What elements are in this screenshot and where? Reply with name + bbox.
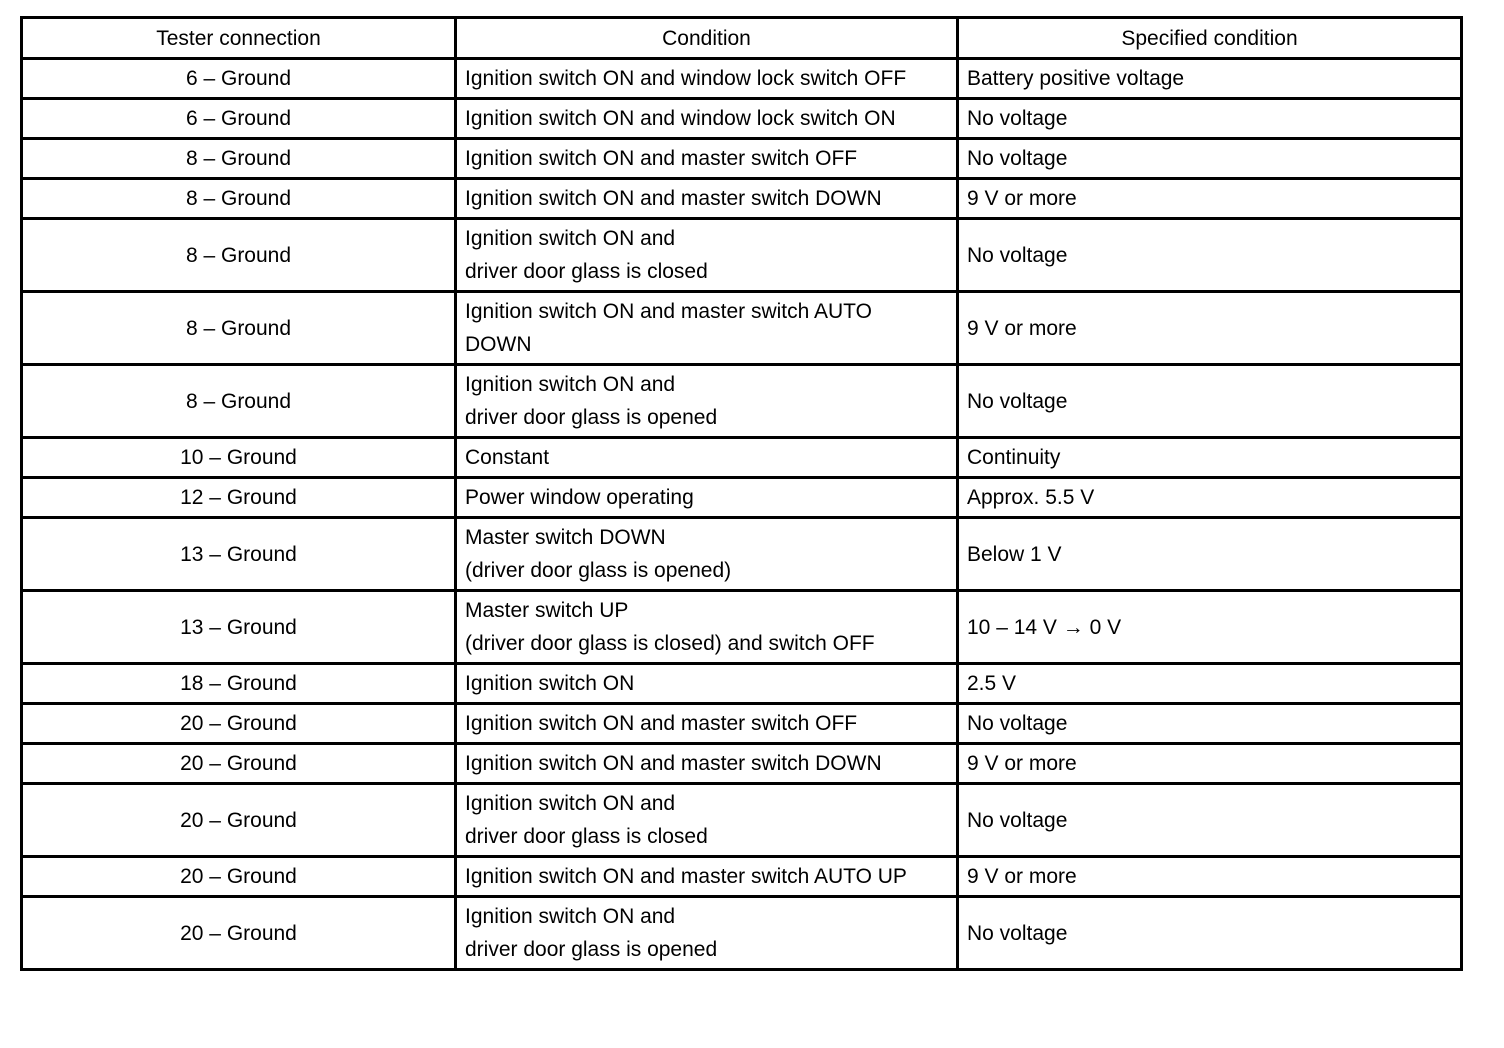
- specified-condition-cell: 9 V or more: [958, 744, 1462, 784]
- tester-connection-cell: 6 – Ground: [22, 59, 456, 99]
- condition-line: Ignition switch ON and window lock switch OFF: [465, 67, 907, 90]
- table-row: [22, 857, 1462, 897]
- table-row: [22, 219, 1462, 292]
- condition-cell: [456, 518, 958, 591]
- tester-connection-cell: 20 – Ground: [22, 897, 456, 970]
- condition-line: Constant: [465, 446, 550, 469]
- condition-line: Ignition switch ON and: [465, 227, 676, 250]
- specified-condition-cell: 10 – 14 V → 0 V: [958, 591, 1462, 664]
- condition-line: Ignition switch ON and: [465, 905, 676, 928]
- condition-cell: [456, 664, 958, 704]
- table-row: [22, 897, 1462, 970]
- condition-line: Ignition switch ON and: [465, 792, 676, 815]
- condition-cell: [456, 744, 958, 784]
- condition-line: Ignition switch ON: [465, 672, 635, 695]
- table-row: [22, 438, 1462, 478]
- header-tester-connection: Tester connection: [22, 18, 456, 59]
- table-row: [22, 744, 1462, 784]
- condition-line: Ignition switch ON and master switch AUTO: [465, 300, 872, 323]
- condition-line: driver door glass is closed: [465, 825, 708, 848]
- condition-line: Master switch DOWN: [465, 526, 666, 549]
- condition-line: Ignition switch ON and window lock switch ON: [465, 107, 896, 130]
- condition-line: Ignition switch ON and master switch DOWN: [465, 187, 882, 210]
- table-row: [22, 365, 1462, 438]
- specified-condition-cell: 9 V or more: [958, 292, 1462, 365]
- specified-condition-cell: Battery positive voltage: [958, 59, 1462, 99]
- table-header: [22, 18, 1462, 59]
- tester-connection-cell: 8 – Ground: [22, 139, 456, 179]
- condition-cell: [456, 857, 958, 897]
- tester-connection-cell: 18 – Ground: [22, 664, 456, 704]
- tester-connection-cell: 8 – Ground: [22, 219, 456, 292]
- condition-cell: [456, 704, 958, 744]
- specification-table: [20, 16, 1463, 971]
- specified-condition-cell: 9 V or more: [958, 857, 1462, 897]
- condition-cell: [456, 219, 958, 292]
- tester-connection-cell: 8 – Ground: [22, 292, 456, 365]
- specified-condition-cell: No voltage: [958, 897, 1462, 970]
- tester-connection-cell: 13 – Ground: [22, 518, 456, 591]
- condition-line: DOWN: [465, 333, 532, 356]
- table-row: [22, 99, 1462, 139]
- table-row: [22, 179, 1462, 219]
- condition-cell: [456, 365, 958, 438]
- specified-condition-cell: 9 V or more: [958, 179, 1462, 219]
- table-body: [22, 59, 1462, 970]
- specified-condition-cell: No voltage: [958, 704, 1462, 744]
- specified-condition-cell: Approx. 5.5 V: [958, 478, 1462, 518]
- condition-line: Ignition switch ON and master switch OFF: [465, 147, 858, 170]
- condition-cell: [456, 784, 958, 857]
- table-row: [22, 59, 1462, 99]
- condition-line: (driver door glass is opened): [465, 559, 732, 582]
- table-row: [22, 784, 1462, 857]
- tester-connection-cell: 20 – Ground: [22, 784, 456, 857]
- table-row: [22, 139, 1462, 179]
- specified-condition-cell: No voltage: [958, 139, 1462, 179]
- specified-condition-cell: Continuity: [958, 438, 1462, 478]
- tester-connection-cell: 20 – Ground: [22, 857, 456, 897]
- tester-connection-cell: 10 – Ground: [22, 438, 456, 478]
- tester-connection-cell: 12 – Ground: [22, 478, 456, 518]
- table-row: [22, 518, 1462, 591]
- condition-line: driver door glass is opened: [465, 938, 718, 961]
- specified-condition-cell: 2.5 V: [958, 664, 1462, 704]
- tester-connection-cell: 20 – Ground: [22, 704, 456, 744]
- table-row: [22, 664, 1462, 704]
- tester-connection-cell: 20 – Ground: [22, 744, 456, 784]
- table-row: [22, 704, 1462, 744]
- specified-condition-cell: No voltage: [958, 365, 1462, 438]
- tester-connection-cell: 13 – Ground: [22, 591, 456, 664]
- table-row: [22, 292, 1462, 365]
- header-row: [22, 18, 1462, 59]
- condition-cell: [456, 179, 958, 219]
- condition-line: Ignition switch ON and master switch AUTO UP: [465, 865, 907, 888]
- condition-line: Ignition switch ON and master switch OFF: [465, 712, 858, 735]
- header-condition: Condition: [456, 18, 958, 59]
- header-specified-condition: Specified condition: [958, 18, 1462, 59]
- condition-cell: [456, 478, 958, 518]
- condition-line: driver door glass is closed: [465, 260, 708, 283]
- condition-cell: [456, 591, 958, 664]
- condition-line: Master switch UP: [465, 599, 629, 622]
- tester-connection-cell: 8 – Ground: [22, 179, 456, 219]
- table-row: [22, 478, 1462, 518]
- specified-condition-cell: No voltage: [958, 784, 1462, 857]
- condition-line: Power window operating: [465, 486, 694, 509]
- condition-line: Ignition switch ON and: [465, 373, 676, 396]
- condition-cell: [456, 99, 958, 139]
- condition-line: driver door glass is opened: [465, 406, 718, 429]
- specified-condition-cell: Below 1 V: [958, 518, 1462, 591]
- condition-cell: [456, 292, 958, 365]
- condition-line: (driver door glass is closed) and switch OFF: [465, 632, 875, 655]
- condition-cell: [456, 59, 958, 99]
- specified-condition-cell: No voltage: [958, 219, 1462, 292]
- tester-connection-cell: 6 – Ground: [22, 99, 456, 139]
- condition-cell: [456, 897, 958, 970]
- specified-condition-cell: No voltage: [958, 99, 1462, 139]
- condition-cell: [456, 438, 958, 478]
- tester-connection-cell: 8 – Ground: [22, 365, 456, 438]
- table-row: [22, 591, 1462, 664]
- condition-cell: [456, 139, 958, 179]
- condition-line: Ignition switch ON and master switch DOWN: [465, 752, 882, 775]
